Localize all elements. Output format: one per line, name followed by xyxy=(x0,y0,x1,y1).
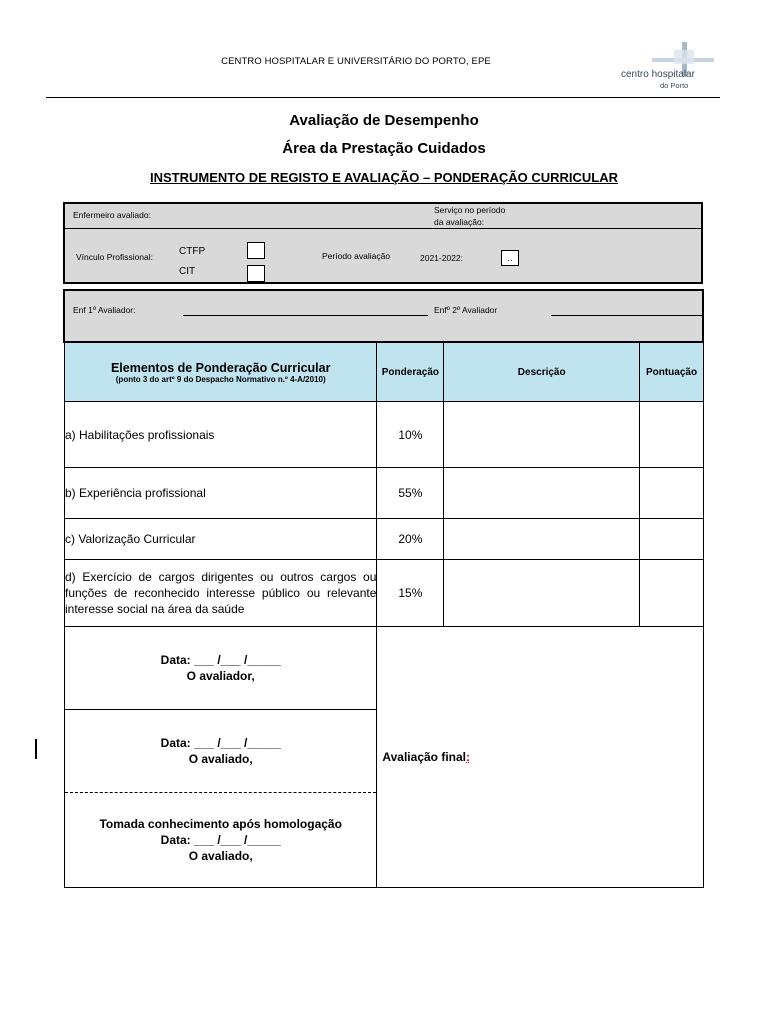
avaliador-role: O avaliador, xyxy=(186,669,255,683)
row-label: c) Valorização Curricular xyxy=(65,519,377,560)
logo-text-line2: do Porto xyxy=(660,81,689,90)
homologacao-role: O avaliado, xyxy=(188,849,253,863)
row-score-cell[interactable] xyxy=(640,560,704,627)
header-divider xyxy=(46,97,720,98)
avaliado-date: Data: ___ /___ /_____ xyxy=(160,736,281,750)
header-pontuacao: Pontuação xyxy=(640,343,704,402)
final-evaluation-cell[interactable] xyxy=(377,627,704,888)
evaluators-box xyxy=(63,289,704,343)
row-description-cell[interactable] xyxy=(444,402,640,468)
table-row xyxy=(65,519,704,560)
evaluated-info-box xyxy=(63,202,703,284)
row-description-cell[interactable] xyxy=(444,519,640,560)
row-weight: 20% xyxy=(377,519,444,560)
enfermeiro-label: Enfermeiro avaliado: xyxy=(73,210,151,220)
avaliador-date: Data: ___ /___ /_____ xyxy=(160,653,281,667)
row-score-cell[interactable] xyxy=(640,402,704,468)
homologacao-intro: Tomada conhecimento após homologação xyxy=(99,817,342,831)
document-subtitle: Área da Prestação Cuidados xyxy=(282,140,486,157)
header-elements-subtitle: (ponto 3 do artº 9 do Despacho Normativo n.º 4-A/2010) xyxy=(115,374,326,384)
servico-label-2: da avaliação: xyxy=(434,217,485,227)
ctfp-checkbox[interactable] xyxy=(247,242,265,259)
row-description-cell[interactable] xyxy=(444,468,640,519)
table-row xyxy=(65,468,704,519)
servico-label-1: Serviço no período xyxy=(434,205,506,215)
homologacao-date: Data: ___ /___ /_____ xyxy=(160,833,281,847)
vinculo-label: Vínculo Profissional: xyxy=(76,252,154,262)
servico-field[interactable] xyxy=(531,228,703,229)
avaliador2-field[interactable] xyxy=(551,315,703,316)
header-elements xyxy=(65,343,377,402)
row-weight: 55% xyxy=(377,468,444,519)
final-evaluation-colon: : xyxy=(466,750,470,764)
periodo-value: 2021-2022: xyxy=(420,253,464,263)
row-label: a) Habilitações profissionais xyxy=(65,402,377,468)
avaliado-signature-cell[interactable] xyxy=(65,710,377,793)
enfermeiro-field[interactable] xyxy=(183,228,428,229)
header-descricao: Descrição xyxy=(444,343,640,402)
header-elements-title: Elementos de Ponderação Curricular xyxy=(110,360,331,375)
avaliado-role: O avaliado, xyxy=(188,752,253,766)
hospital-logo xyxy=(612,40,718,92)
homologacao-signature-cell[interactable] xyxy=(65,793,377,888)
cit-checkbox[interactable] xyxy=(247,265,265,282)
logo-text-line1: centro hospitalar xyxy=(621,69,695,80)
document-section-title: INSTRUMENTO DE REGISTO E AVALIAÇÃO – PONDERAÇÃO CURRICULAR xyxy=(149,170,619,185)
header-ponderacao: Ponderação xyxy=(377,343,444,402)
curricular-weighting-table xyxy=(64,342,704,888)
final-evaluation-label: Avaliação final xyxy=(382,750,466,764)
text-cursor xyxy=(35,739,37,759)
avaliador-signature-cell[interactable] xyxy=(65,627,377,710)
ctfp-label: CTFP xyxy=(179,246,206,257)
table-header-row xyxy=(65,343,704,402)
periodo-input-box[interactable]: .. xyxy=(501,250,519,266)
row-weight: 10% xyxy=(377,402,444,468)
row-weight: 15% xyxy=(377,560,444,627)
row-score-cell[interactable] xyxy=(640,468,704,519)
table-row xyxy=(65,402,704,468)
cit-label: CIT xyxy=(179,266,196,277)
avaliador1-field[interactable] xyxy=(183,315,428,316)
avaliador1-label: Enf 1º Avaliador: xyxy=(73,305,136,315)
row-label: d) Exercício de cargos dirigentes ou outros cargos ou funções de reconhecido interesse público ou relevante interesse social na área da saúde xyxy=(65,560,377,627)
row-label: b) Experiência profissional xyxy=(65,468,377,519)
table-row xyxy=(65,560,704,627)
institution-header: CENTRO HOSPITALAR E UNIVERSITÁRIO DO PORTO, EPE xyxy=(221,56,491,67)
signature-row xyxy=(65,627,704,710)
avaliador2-label: Enfº 2º Avaliador xyxy=(434,305,498,315)
row-score-cell[interactable] xyxy=(640,519,704,560)
document-title: Avaliação de Desempenho xyxy=(289,112,479,129)
periodo-label: Período avaliação xyxy=(322,251,391,261)
row-description-cell[interactable] xyxy=(444,560,640,627)
